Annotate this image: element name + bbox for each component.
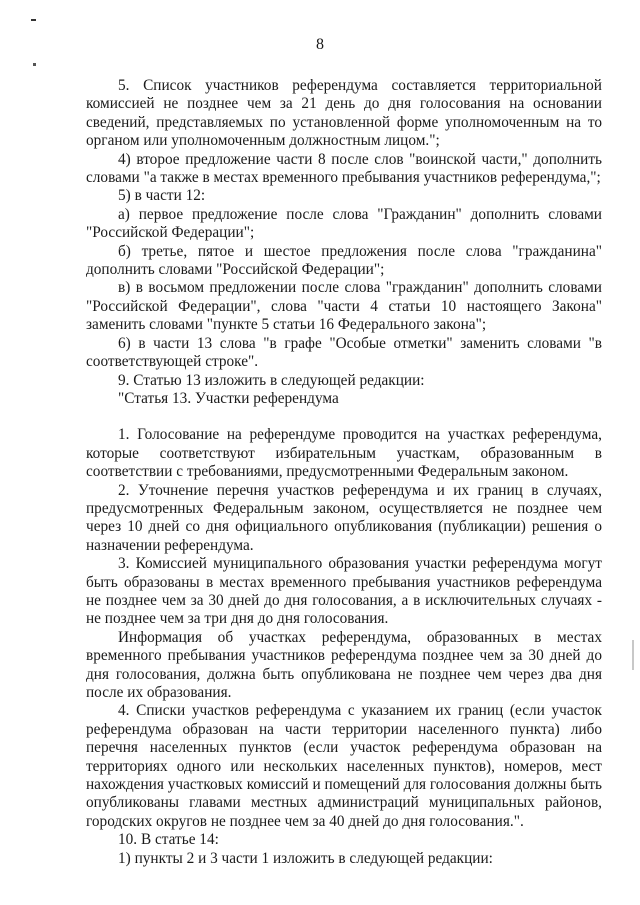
- scan-dot: [33, 63, 36, 66]
- scan-mark: [31, 19, 36, 21]
- article-13-part-4: 4. Списки участков референдума с указанием их границ (если участок референдума образован на части территории населенного пункта) либо перечня населенных пунктов (если участок референдума образован на территориях одного или нескольких населенных пунктов), номеров, мест нахождения участковых комиссий и помещений для голосования должны быть опубликованы главами местных администраций муниципальных районов, городских округов не позднее чем за 40 дней до дня голосования.".: [86, 702, 602, 830]
- paragraph-item-4: 4) второе предложение части 8 после слов "воинской части," дополнить словами "а также в местах временного пребывания участников референдума,";: [86, 150, 602, 187]
- paragraph-item-a: а) первое предложение после слова "Гражданин" дополнить словами "Российской Федерации";: [86, 205, 602, 242]
- article-13-part-2: 2. Уточнение перечня участков референдума и их границ в случаях, предусмотренных Федеральным законом, осуществляется не позднее чем через 10 дней со дня официального опубликования (публикации) решения о назначении референдума.: [86, 481, 602, 554]
- paragraph-article-9: 9. Статью 13 изложить в следующей редакции:: [118, 371, 425, 389]
- paragraph-article-10-item-1: 1) пункты 2 и 3 части 1 изложить в следующей редакции:: [118, 849, 493, 867]
- paragraph-list-participants: 5. Список участников референдума составляется территориальной комиссией не позднее чем за 21 день до дня голосования на основании сведений, представляемых по установленной форме уполномоченным на то органом или уполномоченным должностным лицом.";: [86, 77, 602, 150]
- article-13-part-3: 3. Комиссией муниципального образования участки референдума могут быть образованы в местах временного пребывания участников референдума не позднее чем за 30 дней до дня голосования, а в исключительных случаях - не позднее чем за три дня до дня голосования.: [86, 555, 602, 628]
- paragraph-item-6: 6) в части 13 слова "в графе "Особые отметки" заменить словами "в соответствующей строке".: [86, 334, 602, 371]
- document-body: [86, 77, 602, 868]
- paragraph-item-b: б) третье, пятое и шестое предложения после слова "гражданина" дополнить словами "Российской Федерации";: [86, 242, 602, 279]
- article-13-heading: "Статья 13. Участки референдума: [118, 389, 339, 407]
- article-13-information: Информация об участках референдума, образованных в местах временного пребывания участников референдума позднее чем за 30 дней до дня голосования, должна быть опубликована не позднее чем через два дня после их образования.: [86, 628, 602, 701]
- article-13-part-1: 1. Голосование на референдуме проводится на участках референдума, которые соответствуют избирательным участкам, образованным в соответствии с требованиями, предусмотренными Федеральным законом.: [86, 426, 602, 481]
- paragraph-article-10: 10. В статье 14:: [118, 831, 219, 849]
- scan-edge: [632, 640, 634, 670]
- paragraph-item-5: 5) в части 12:: [118, 187, 206, 205]
- paragraph-item-v: в) в восьмом предложении после слова "гражданин" дополнить словами "Российской Федерации", слова "части 4 статьи 10 настоящего Закона" заменить словами "пункте 5 статьи 16 Федерального закона";: [86, 279, 602, 334]
- page-number: 8: [316, 36, 324, 53]
